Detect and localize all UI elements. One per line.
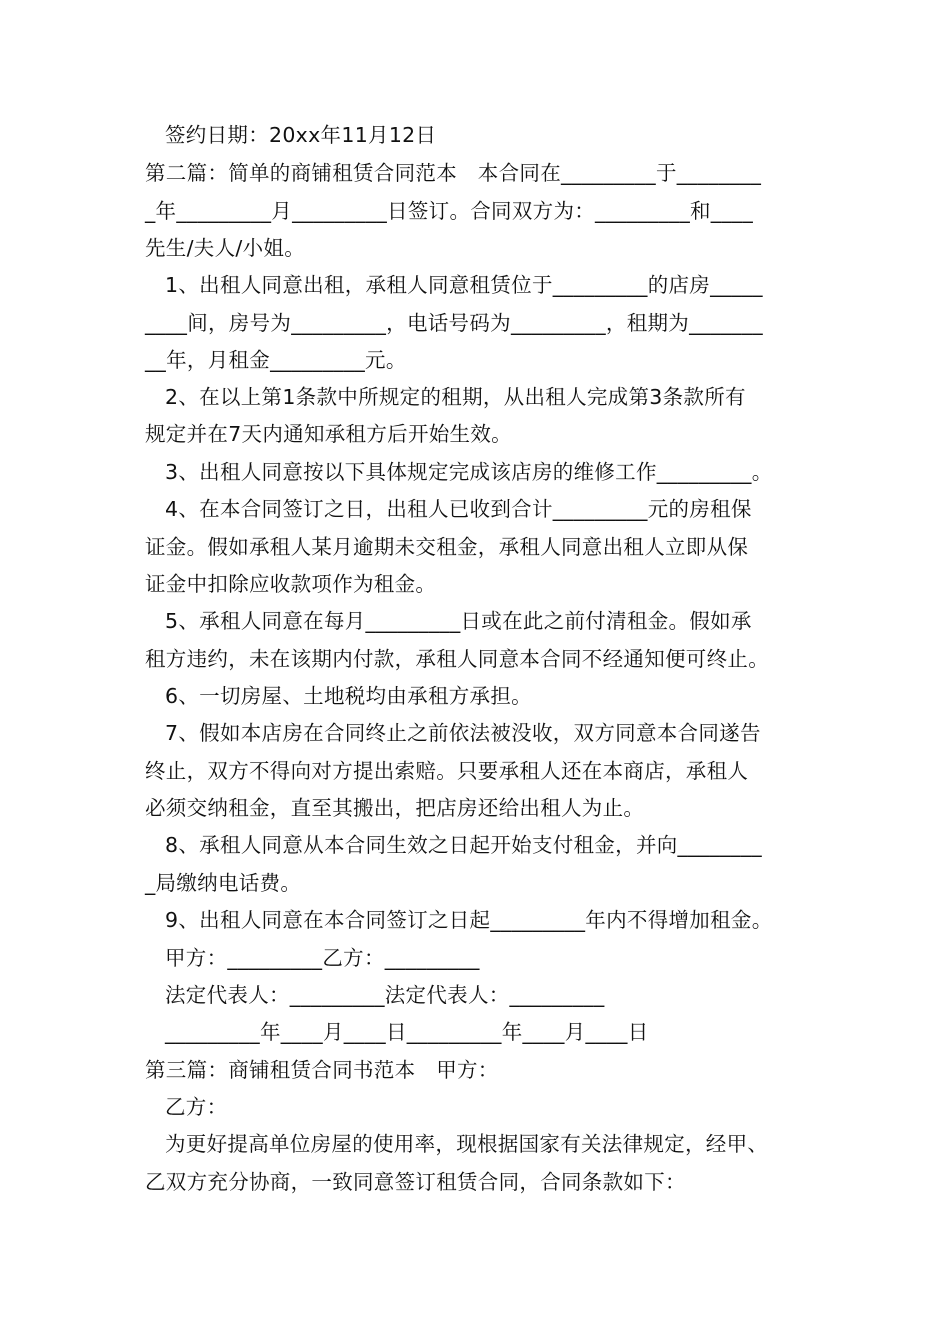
clause-5-line: 5、承租人同意在每月_________日或在此之前付清租金。假如承 — [165, 609, 752, 633]
clause-9-line: 9、出租人同意在本合同签订之日起_________年内不得增加租金。 — [165, 908, 773, 932]
clause-4-line: 证金。假如承租人某月逾期未交租金，承租人同意出租人立即从保 — [145, 535, 749, 559]
clause-3-line: 3、出租人同意按以下具体规定完成该店房的维修工作_________。 — [165, 460, 773, 484]
legal-representative-line: 法定代表人：_________法定代表人：_________ — [165, 983, 605, 1007]
party-signature-line: 甲方：_________乙方：_________ — [165, 946, 480, 970]
clause-8-line: _局缴纳电话费。 — [145, 871, 302, 895]
contract-intro-line: 先生/夫人/小姐。 — [145, 236, 306, 260]
clause-5-line: 租方违约，未在该期内付款，承租人同意本合同不经通知便可终止。 — [145, 647, 769, 671]
contract-intro-line: _年_________月_________日签订。合同双方为：_________和____ — [145, 199, 753, 223]
clause-1-line: __年，月租金_________元。 — [145, 348, 407, 372]
party-b-line: 乙方： — [165, 1095, 228, 1119]
clause-7-line: 终止，双方不得向对方提出索赔。只要承租人还在本商店，承租人 — [145, 759, 749, 783]
clause-8-line: 8、承租人同意从本合同生效之日起开始支付租金，并向________ — [165, 833, 762, 857]
clause-1-line: 1、出租人同意出租，承租人同意租赁位于_________的店房_____ — [165, 273, 763, 297]
clause-4-line: 证金中扣除应收款项作为租金。 — [145, 572, 437, 596]
preamble-line: 乙双方充分协商，一致同意签订租赁合同，合同条款如下： — [145, 1170, 686, 1194]
clause-2-line: 规定并在7天内通知承租方后开始生效。 — [145, 422, 512, 446]
signature-date-line: _________年____月____日_________年____月____日 — [165, 1020, 649, 1044]
clause-4-line: 4、在本合同签订之日，出租人已收到合计_________元的房租保 — [165, 497, 752, 521]
section-three-title-line: 第三篇：商铺租赁合同书范本 甲方： — [145, 1058, 499, 1082]
preamble-line: 为更好提高单位房屋的使用率，现根据国家有关法律规定，经甲、 — [165, 1132, 769, 1156]
section-two-title-line: 第二篇：简单的商铺租赁合同范本 本合同在_________于________ — [145, 161, 762, 185]
clause-7-line: 必须交纳租金，直至其搬出，把店房还给出租人为止。 — [145, 796, 645, 820]
clause-1-line: ____间，房号为_________，电话号码为_________，租期为_______ — [145, 311, 763, 335]
clause-2-line: 2、在以上第1条款中所规定的租期，从出租人完成第3条款所有 — [165, 385, 746, 409]
clause-7-line: 7、假如本店房在合同终止之前依法被没收，双方同意本合同遂告 — [165, 721, 761, 745]
clause-6-line: 6、一切房屋、土地税均由承租方承担。 — [165, 684, 532, 708]
signing-date-line: 签约日期：20xx年11月12日 — [165, 123, 437, 147]
